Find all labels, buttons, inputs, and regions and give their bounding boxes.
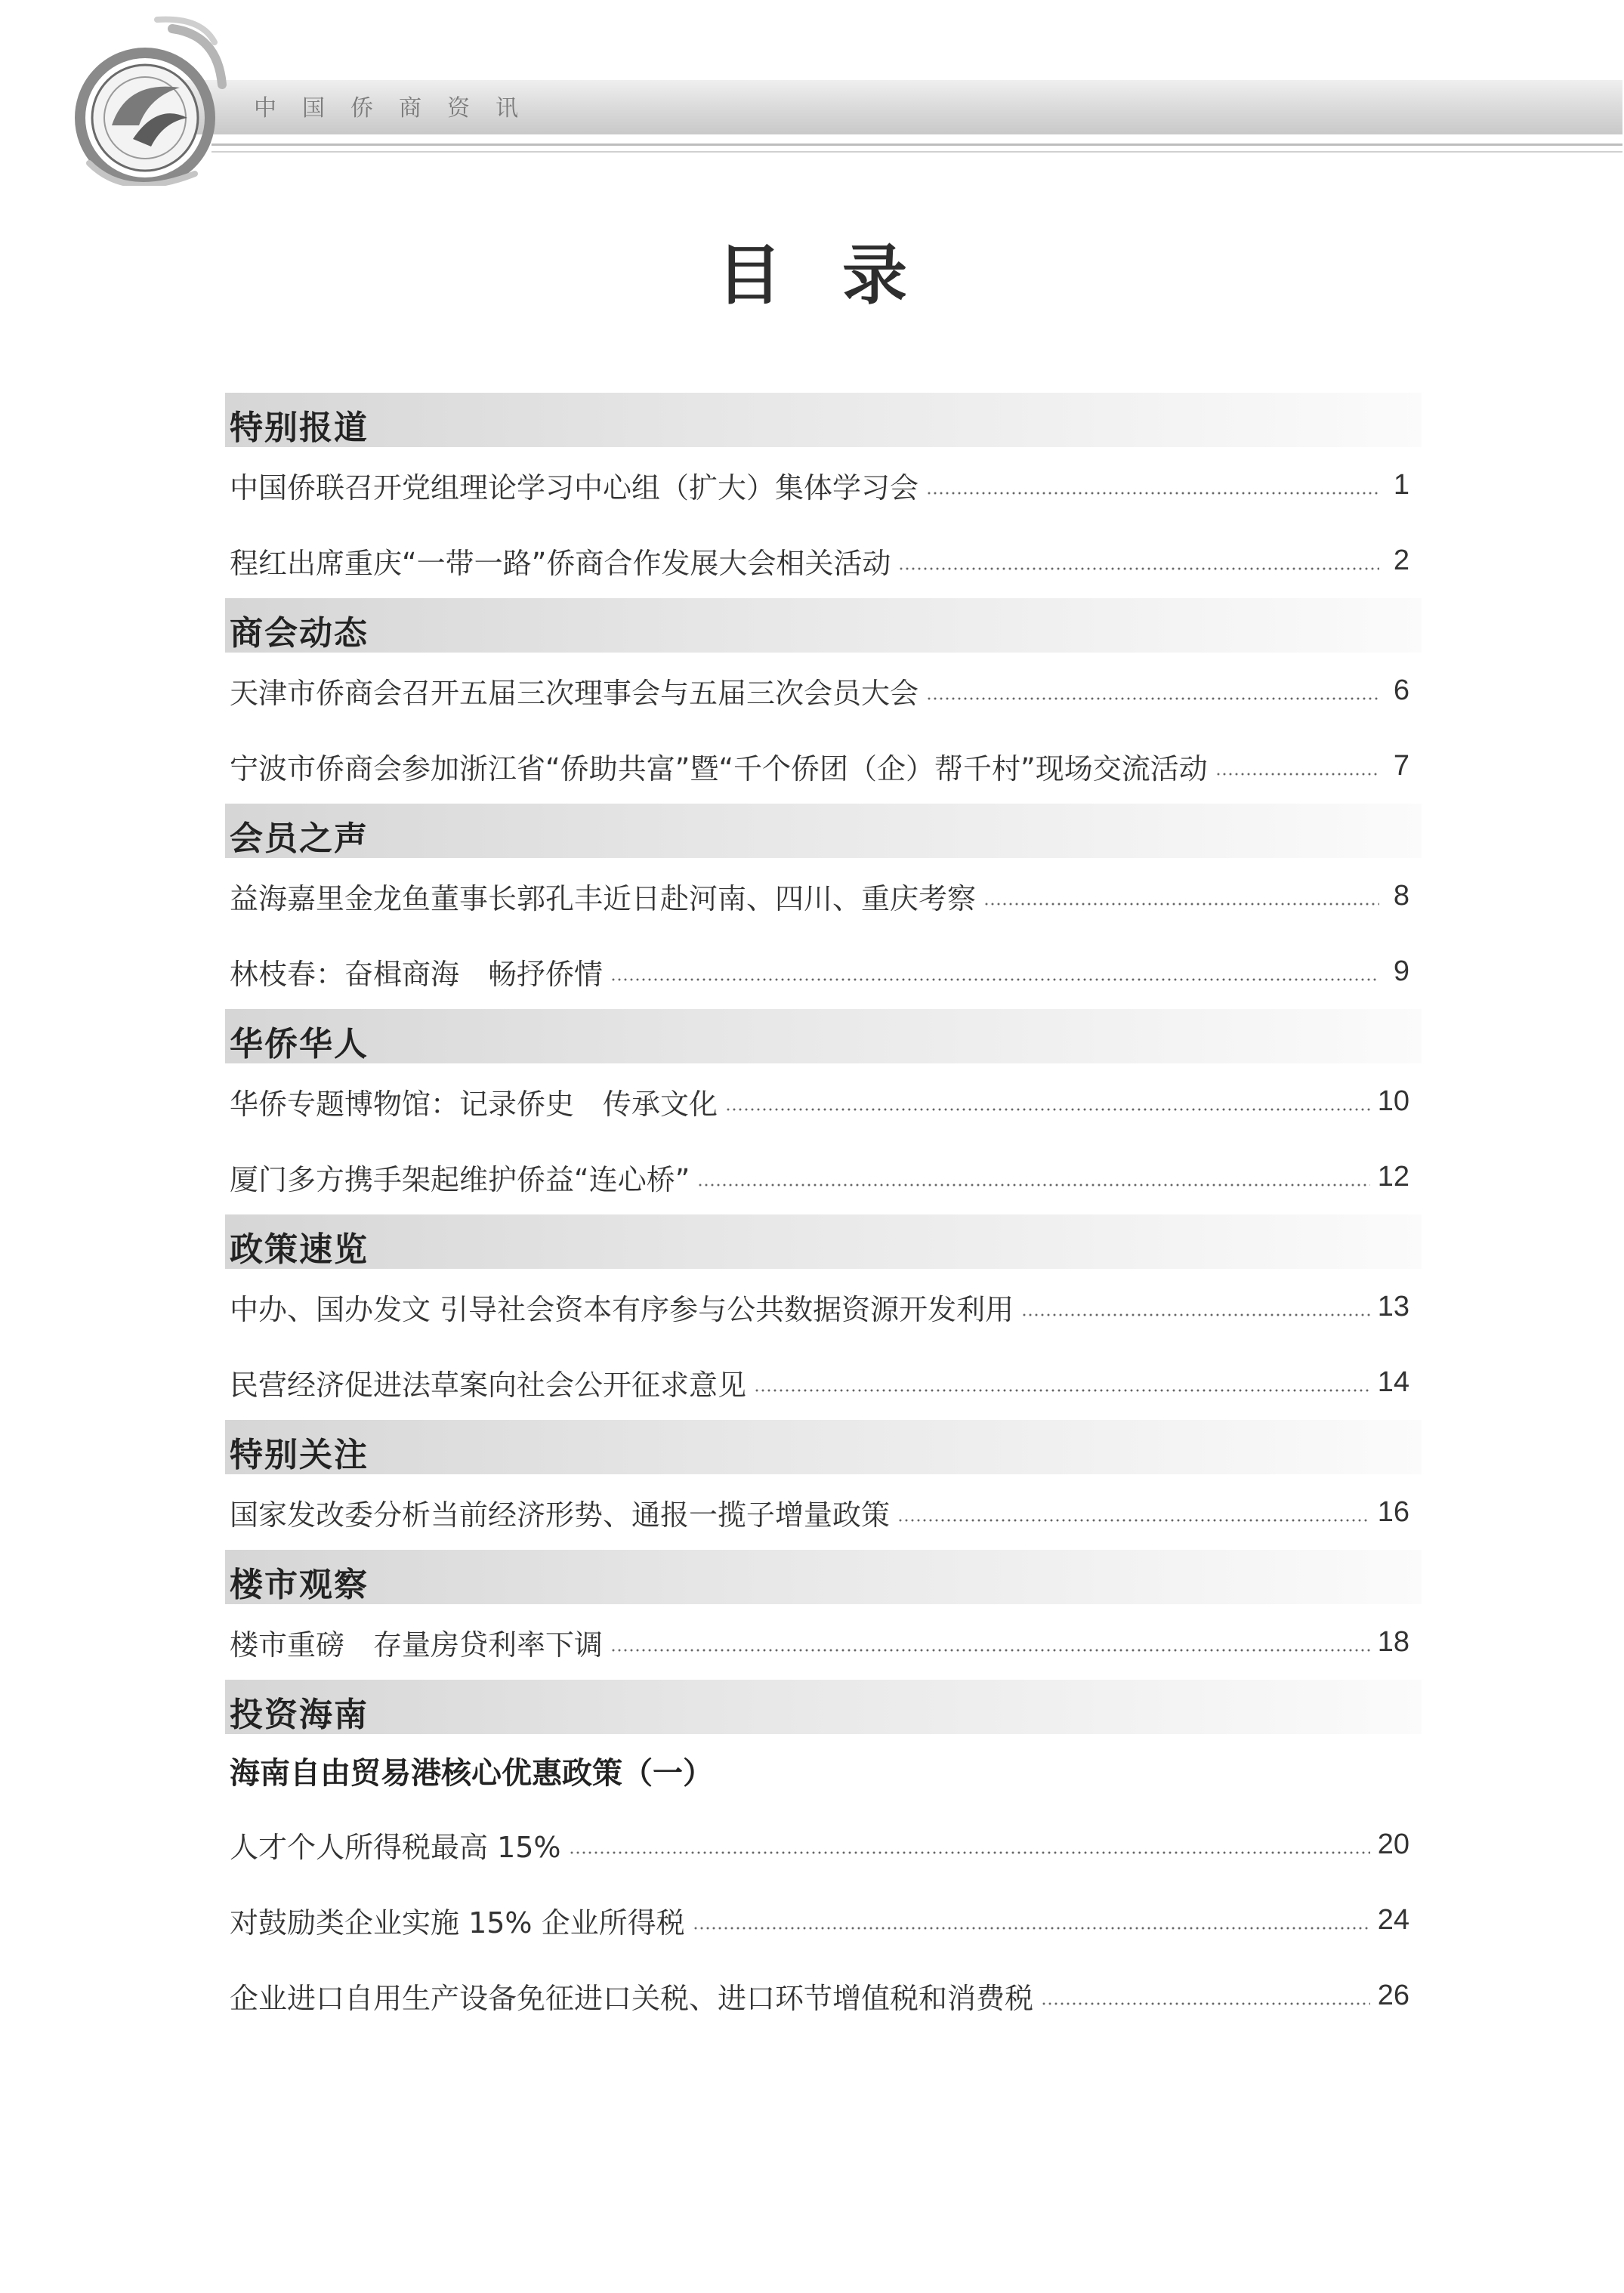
toc-entry[interactable]: 人才个人所得税最高 15% 20 [230, 1828, 1409, 1864]
toc-entry[interactable]: 楼市重磅 存量房贷利率下调 18 [230, 1625, 1409, 1662]
toc-entry[interactable]: 民营经济促进法草案向社会公开征求意见 14 [230, 1366, 1409, 1402]
section-heading: 会员之声 [225, 804, 1422, 858]
toc-entry[interactable]: 企业进口自用生产设备免征进口关税、进口环节增值税和消费税 26 [230, 1979, 1409, 2015]
toc-entry[interactable]: 林枝春：奋楫商海 畅抒侨情 9 [230, 955, 1409, 991]
table-of-contents [225, 393, 1422, 2033]
header-title: 中国侨商资讯 [254, 95, 544, 122]
section-heading: 政策速览 [225, 1214, 1422, 1269]
toc-entry[interactable]: 华侨专题博物馆：记录侨史 传承文化 10 [230, 1085, 1409, 1121]
toc-entry[interactable]: 程红出席重庆“一带一路”侨商合作发展大会相关活动 2 [230, 544, 1409, 580]
section-heading: 楼市观察 [225, 1550, 1422, 1604]
toc-entry[interactable]: 厦门多方携手架起维护侨益“连心桥” 12 [230, 1160, 1409, 1196]
section-heading: 投资海南 [225, 1680, 1422, 1734]
toc-entry[interactable]: 国家发改委分析当前经济形势、通报一揽子增量政策 16 [230, 1495, 1409, 1532]
section-heading: 商会动态 [225, 598, 1422, 653]
section-heading: 特别报道 [225, 393, 1422, 447]
section-heading: 特别关注 [225, 1420, 1422, 1474]
page-title: 目录 [717, 238, 968, 313]
section-subheading: 海南自由贸易港核心优惠政策（一） [230, 1755, 713, 1791]
toc-entry[interactable]: 中国侨联召开党组理论学习中心组（扩大）集体学习会 1 [230, 468, 1409, 505]
header-divider [211, 144, 1622, 146]
section-heading: 华侨华人 [225, 1009, 1422, 1063]
toc-entry[interactable]: 宁波市侨商会参加浙江省“侨助共富”暨“千个侨团（企）帮千村”现场交流活动 7 [230, 749, 1409, 785]
toc-entry[interactable]: 中办、国办发文 引导社会资本有序参与公共数据资源开发利用 13 [230, 1290, 1409, 1326]
logo-emblem-icon [66, 12, 233, 186]
toc-entry[interactable]: 天津市侨商会召开五届三次理事会与五届三次会员大会 6 [230, 674, 1409, 710]
header-divider-thin [211, 151, 1622, 153]
toc-entry[interactable]: 对鼓励类企业实施 15% 企业所得税 24 [230, 1903, 1409, 1940]
toc-entry[interactable]: 益海嘉里金龙鱼董事长郭孔丰近日赴河南、四川、重庆考察 8 [230, 879, 1409, 915]
